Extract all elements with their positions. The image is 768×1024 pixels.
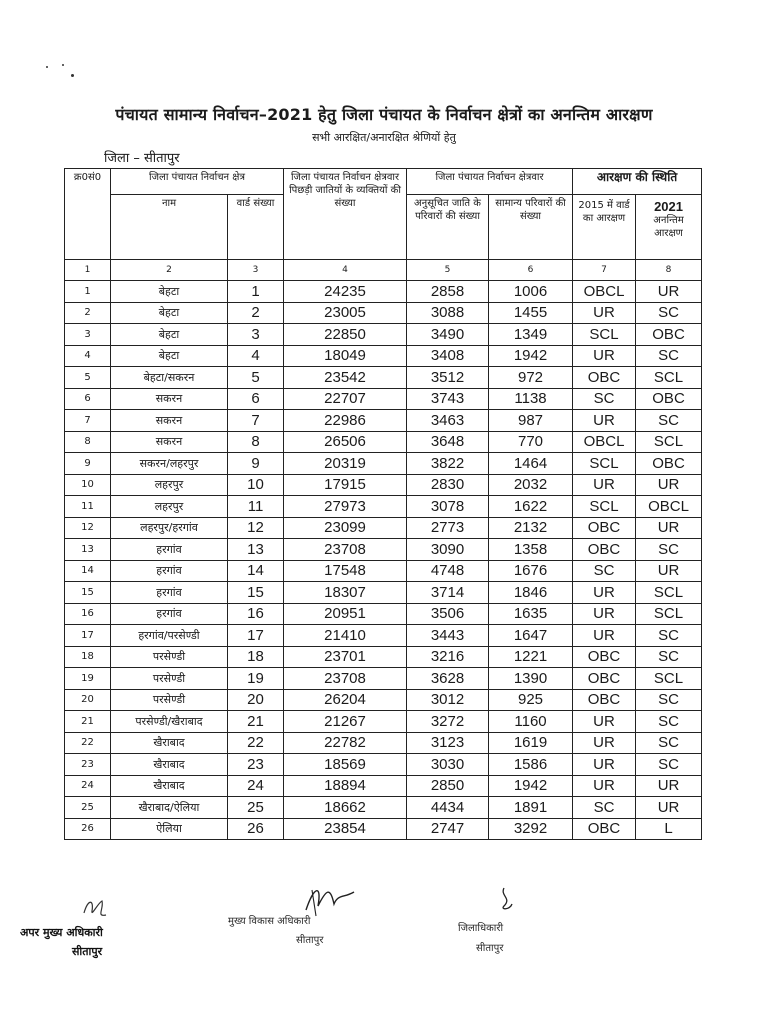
cell-ward-no: 12 <box>228 517 284 539</box>
table-row <box>65 453 702 475</box>
cell-obc-persons: 22986 <box>284 410 407 432</box>
cell-res-2015: UR <box>573 775 636 797</box>
cell-total-households: 1006 <box>489 281 573 303</box>
cell-res-2015: UR <box>573 474 636 496</box>
table-row <box>65 732 702 754</box>
cell-name: हरगांव <box>111 560 228 582</box>
cell-ward-no: 5 <box>228 367 284 389</box>
cell-total-households: 1942 <box>489 345 573 367</box>
cell-name: परसेण्डी/खैराबाद <box>111 711 228 733</box>
cell-serial: 8 <box>65 431 111 453</box>
signatory-middle-place: सीतापुर <box>296 935 324 946</box>
table-row <box>65 582 702 604</box>
cell-sc-households: 3443 <box>407 625 489 647</box>
cell-res-2015: OBC <box>573 668 636 690</box>
cell-ward-no: 11 <box>228 496 284 518</box>
cell-res-2021: UR <box>636 517 702 539</box>
cell-obc-persons: 23005 <box>284 302 407 324</box>
table-row <box>65 410 702 432</box>
cell-name: खैराबाद <box>111 775 228 797</box>
cell-name: सकरन <box>111 388 228 410</box>
cell-sc-households: 2773 <box>407 517 489 539</box>
cell-ward-no: 21 <box>228 711 284 733</box>
cell-res-2021: UR <box>636 775 702 797</box>
cell-res-2021: OBC <box>636 388 702 410</box>
cell-ward-no: 15 <box>228 582 284 604</box>
cell-ward-no: 25 <box>228 797 284 819</box>
cell-res-2015: OBC <box>573 646 636 668</box>
column-number: 8 <box>636 260 702 281</box>
cell-serial: 2 <box>65 302 111 324</box>
cell-ward-no: 19 <box>228 668 284 690</box>
signature-mark-left <box>80 895 110 923</box>
cell-name: परसेण्डी <box>111 689 228 711</box>
cell-res-2015: SC <box>573 797 636 819</box>
cell-res-2015: SCL <box>573 496 636 518</box>
cell-name: ऐलिया <box>111 818 228 840</box>
cell-sc-households: 3463 <box>407 410 489 432</box>
cell-serial: 19 <box>65 668 111 690</box>
cell-ward-no: 23 <box>228 754 284 776</box>
document-title: पंचायत सामान्य निर्वाचन–2021 हेतु जिला पंचायत के निर्वाचन क्षेत्रों का अनन्तिम आरक्षण <box>115 105 653 124</box>
cell-sc-households: 3123 <box>407 732 489 754</box>
cell-res-2015: UR <box>573 732 636 754</box>
cell-ward-no: 22 <box>228 732 284 754</box>
cell-total-households: 1160 <box>489 711 573 733</box>
cell-res-2021: SCL <box>636 367 702 389</box>
cell-total-households: 2132 <box>489 517 573 539</box>
cell-res-2021: SC <box>636 345 702 367</box>
cell-name: परसेण्डी <box>111 668 228 690</box>
cell-total-households: 1942 <box>489 775 573 797</box>
cell-serial: 23 <box>65 754 111 776</box>
cell-total-households: 1635 <box>489 603 573 625</box>
cell-name: बेहटा <box>111 345 228 367</box>
signatory-left-place: सीतापुर <box>72 945 103 958</box>
scan-speck <box>71 74 74 77</box>
signatory-right-place: सीतापुर <box>476 943 504 954</box>
cell-sc-households: 3648 <box>407 431 489 453</box>
cell-name: लहरपुर/हरगांव <box>111 517 228 539</box>
cell-sc-households: 3743 <box>407 388 489 410</box>
table-row <box>65 689 702 711</box>
cell-res-2015: OBC <box>573 689 636 711</box>
cell-total-households: 1846 <box>489 582 573 604</box>
cell-res-2015: OBCL <box>573 281 636 303</box>
column-number: 5 <box>407 260 489 281</box>
cell-ward-no: 10 <box>228 474 284 496</box>
cell-sc-households: 3090 <box>407 539 489 561</box>
cell-obc-persons: 18049 <box>284 345 407 367</box>
cell-res-2015: UR <box>573 302 636 324</box>
header-area-group: जिला पंचायत निर्वाचन क्षेत्र <box>111 169 284 195</box>
cell-sc-households: 3012 <box>407 689 489 711</box>
cell-ward-no: 20 <box>228 689 284 711</box>
cell-res-2021: OBC <box>636 453 702 475</box>
cell-total-households: 3292 <box>489 818 573 840</box>
cell-res-2015: OBC <box>573 517 636 539</box>
table-row <box>65 474 702 496</box>
header-reservation-group: आरक्षण की स्थिति <box>573 169 702 195</box>
cell-res-2021: UR <box>636 797 702 819</box>
column-number: 4 <box>284 260 407 281</box>
cell-sc-households: 3030 <box>407 754 489 776</box>
cell-res-2021: UR <box>636 474 702 496</box>
header-res-2015: 2015 में वार्ड का आरक्षण <box>573 195 636 260</box>
cell-name: खैराबाद <box>111 754 228 776</box>
scan-speck <box>46 66 48 68</box>
cell-res-2021: SC <box>636 539 702 561</box>
cell-res-2021: SC <box>636 689 702 711</box>
table-row <box>65 388 702 410</box>
cell-serial: 17 <box>65 625 111 647</box>
cell-sc-households: 2830 <box>407 474 489 496</box>
cell-serial: 18 <box>65 646 111 668</box>
column-number: 2 <box>111 260 228 281</box>
cell-name: खैराबाद <box>111 732 228 754</box>
cell-obc-persons: 18569 <box>284 754 407 776</box>
cell-res-2021: SC <box>636 754 702 776</box>
cell-obc-persons: 20951 <box>284 603 407 625</box>
cell-obc-persons: 23708 <box>284 668 407 690</box>
cell-name: लहरपुर <box>111 496 228 518</box>
cell-res-2021: SC <box>636 410 702 432</box>
cell-sc-households: 3506 <box>407 603 489 625</box>
cell-serial: 4 <box>65 345 111 367</box>
table-row <box>65 539 702 561</box>
cell-res-2015: SCL <box>573 324 636 346</box>
cell-serial: 15 <box>65 582 111 604</box>
table-row <box>65 797 702 819</box>
table-row <box>65 431 702 453</box>
cell-res-2021: SCL <box>636 603 702 625</box>
cell-res-2015: UR <box>573 345 636 367</box>
table-row <box>65 517 702 539</box>
column-number: 3 <box>228 260 284 281</box>
cell-name: हरगांव <box>111 603 228 625</box>
cell-ward-no: 9 <box>228 453 284 475</box>
cell-total-households: 972 <box>489 367 573 389</box>
cell-serial: 12 <box>65 517 111 539</box>
cell-serial: 26 <box>65 818 111 840</box>
cell-res-2015: UR <box>573 711 636 733</box>
cell-res-2015: UR <box>573 603 636 625</box>
signatory-right-title: जिलाधिकारी <box>458 923 504 934</box>
cell-res-2015: OBC <box>573 367 636 389</box>
cell-total-households: 1221 <box>489 646 573 668</box>
cell-ward-no: 2 <box>228 302 284 324</box>
header-household-group: जिला पंचायत निर्वाचन क्षेत्रवार <box>407 169 573 195</box>
cell-obc-persons: 27973 <box>284 496 407 518</box>
table-row <box>65 302 702 324</box>
table-row <box>65 367 702 389</box>
cell-serial: 16 <box>65 603 111 625</box>
header-res-2021-label: अनन्तिम आरक्षण <box>653 215 684 239</box>
document-subtitle: सभी आरक्षित/अनारक्षित श्रेणियों हेतु <box>312 131 456 144</box>
cell-sc-households: 2858 <box>407 281 489 303</box>
header-total-households: सामान्य परिवारों की संख्या <box>489 195 573 260</box>
cell-ward-no: 6 <box>228 388 284 410</box>
cell-obc-persons: 17548 <box>284 560 407 582</box>
cell-name: सकरन <box>111 431 228 453</box>
header-res-2021 <box>636 195 702 260</box>
cell-name: परसेण्डी <box>111 646 228 668</box>
cell-res-2015: UR <box>573 410 636 432</box>
cell-ward-no: 7 <box>228 410 284 432</box>
cell-serial: 14 <box>65 560 111 582</box>
column-number: 6 <box>489 260 573 281</box>
cell-serial: 9 <box>65 453 111 475</box>
column-number-row <box>65 260 702 281</box>
cell-name: सकरन/लहरपुर <box>111 453 228 475</box>
cell-serial: 5 <box>65 367 111 389</box>
cell-res-2015: OBCL <box>573 431 636 453</box>
table-body <box>65 281 702 840</box>
table-row <box>65 603 702 625</box>
cell-name: खैराबाद/ऐलिया <box>111 797 228 819</box>
cell-res-2015: UR <box>573 754 636 776</box>
cell-res-2021: SC <box>636 732 702 754</box>
cell-total-households: 1676 <box>489 560 573 582</box>
cell-sc-households: 3822 <box>407 453 489 475</box>
cell-serial: 6 <box>65 388 111 410</box>
cell-serial: 21 <box>65 711 111 733</box>
cell-name: हरगांव/परसेण्डी <box>111 625 228 647</box>
cell-ward-no: 17 <box>228 625 284 647</box>
signatory-left-title: अपर मुख्य अधिकारी <box>20 926 103 939</box>
table-row <box>65 754 702 776</box>
cell-ward-no: 16 <box>228 603 284 625</box>
cell-serial: 25 <box>65 797 111 819</box>
cell-sc-households: 3088 <box>407 302 489 324</box>
cell-total-households: 987 <box>489 410 573 432</box>
cell-res-2021: OBCL <box>636 496 702 518</box>
cell-obc-persons: 21410 <box>284 625 407 647</box>
cell-res-2021: UR <box>636 281 702 303</box>
cell-total-households: 1464 <box>489 453 573 475</box>
cell-obc-persons: 23854 <box>284 818 407 840</box>
cell-sc-households: 4434 <box>407 797 489 819</box>
header-sc-households: अनुसूचित जाति के परिवारों की संख्या <box>407 195 489 260</box>
cell-ward-no: 3 <box>228 324 284 346</box>
cell-name: लहरपुर <box>111 474 228 496</box>
cell-obc-persons: 22850 <box>284 324 407 346</box>
table-row <box>65 818 702 840</box>
header-obc-persons: जिला पंचायत निर्वाचन क्षेत्रवार पिछड़ी जातियों के व्यक्तियों की संख्या <box>284 169 407 260</box>
cell-res-2021: L <box>636 818 702 840</box>
cell-total-households: 1138 <box>489 388 573 410</box>
cell-obc-persons: 22707 <box>284 388 407 410</box>
cell-ward-no: 13 <box>228 539 284 561</box>
cell-obc-persons: 23708 <box>284 539 407 561</box>
cell-sc-households: 3628 <box>407 668 489 690</box>
cell-res-2015: UR <box>573 582 636 604</box>
cell-serial: 22 <box>65 732 111 754</box>
cell-res-2021: SC <box>636 646 702 668</box>
table-row <box>65 625 702 647</box>
cell-sc-households: 3408 <box>407 345 489 367</box>
scan-speck <box>62 64 64 66</box>
cell-res-2021: OBC <box>636 324 702 346</box>
cell-total-households: 1622 <box>489 496 573 518</box>
cell-res-2015: SC <box>573 560 636 582</box>
table-row <box>65 496 702 518</box>
cell-total-households: 1647 <box>489 625 573 647</box>
cell-total-households: 1455 <box>489 302 573 324</box>
cell-sc-households: 3078 <box>407 496 489 518</box>
header-name: नाम <box>111 195 228 260</box>
table-row <box>65 775 702 797</box>
cell-ward-no: 14 <box>228 560 284 582</box>
cell-sc-households: 3216 <box>407 646 489 668</box>
cell-ward-no: 4 <box>228 345 284 367</box>
cell-serial: 20 <box>65 689 111 711</box>
table-row <box>65 281 702 303</box>
cell-obc-persons: 23701 <box>284 646 407 668</box>
cell-res-2021: SCL <box>636 668 702 690</box>
cell-name: हरगांव <box>111 539 228 561</box>
reservation-table <box>64 168 702 840</box>
cell-name: बेहटा <box>111 324 228 346</box>
cell-name: बेहटा <box>111 302 228 324</box>
cell-sc-households: 3490 <box>407 324 489 346</box>
cell-serial: 1 <box>65 281 111 303</box>
table-row <box>65 668 702 690</box>
cell-res-2021: SC <box>636 625 702 647</box>
column-number: 7 <box>573 260 636 281</box>
cell-serial: 11 <box>65 496 111 518</box>
cell-res-2021: SCL <box>636 582 702 604</box>
cell-ward-no: 1 <box>228 281 284 303</box>
cell-res-2015: SCL <box>573 453 636 475</box>
cell-sc-households: 2747 <box>407 818 489 840</box>
column-number: 1 <box>65 260 111 281</box>
cell-serial: 24 <box>65 775 111 797</box>
district-label: जिला – सीतापुर <box>104 151 180 166</box>
cell-obc-persons: 23542 <box>284 367 407 389</box>
cell-total-households: 1619 <box>489 732 573 754</box>
header-res-2021-year: 2021 <box>654 199 683 214</box>
table-row <box>65 324 702 346</box>
header-serial: क्र0सं0 <box>65 169 111 260</box>
cell-res-2015: OBC <box>573 818 636 840</box>
cell-serial: 10 <box>65 474 111 496</box>
table-row <box>65 560 702 582</box>
cell-name: सकरन <box>111 410 228 432</box>
cell-serial: 7 <box>65 410 111 432</box>
cell-obc-persons: 20319 <box>284 453 407 475</box>
cell-serial: 13 <box>65 539 111 561</box>
cell-res-2021: SC <box>636 302 702 324</box>
cell-res-2021: UR <box>636 560 702 582</box>
cell-obc-persons: 26506 <box>284 431 407 453</box>
cell-sc-households: 3714 <box>407 582 489 604</box>
cell-name: बेहटा/सकरन <box>111 367 228 389</box>
cell-total-households: 2032 <box>489 474 573 496</box>
table-row <box>65 646 702 668</box>
cell-ward-no: 18 <box>228 646 284 668</box>
cell-ward-no: 8 <box>228 431 284 453</box>
cell-obc-persons: 21267 <box>284 711 407 733</box>
cell-res-2021: SC <box>636 711 702 733</box>
cell-sc-households: 4748 <box>407 560 489 582</box>
cell-obc-persons: 26204 <box>284 689 407 711</box>
cell-res-2015: SC <box>573 388 636 410</box>
cell-name: हरगांव <box>111 582 228 604</box>
cell-res-2021: SCL <box>636 431 702 453</box>
table-row <box>65 345 702 367</box>
cell-total-households: 925 <box>489 689 573 711</box>
cell-total-households: 1586 <box>489 754 573 776</box>
cell-obc-persons: 18662 <box>284 797 407 819</box>
cell-total-households: 1390 <box>489 668 573 690</box>
cell-serial: 3 <box>65 324 111 346</box>
signature-mark-right <box>490 884 520 914</box>
cell-obc-persons: 22782 <box>284 732 407 754</box>
cell-obc-persons: 17915 <box>284 474 407 496</box>
cell-sc-households: 3272 <box>407 711 489 733</box>
table-row <box>65 711 702 733</box>
cell-total-households: 1358 <box>489 539 573 561</box>
signatory-middle-title: मुख्य विकास अधिकारी <box>228 916 311 927</box>
cell-obc-persons: 23099 <box>284 517 407 539</box>
cell-ward-no: 24 <box>228 775 284 797</box>
cell-obc-persons: 18894 <box>284 775 407 797</box>
cell-name: बेहटा <box>111 281 228 303</box>
cell-res-2015: OBC <box>573 539 636 561</box>
cell-ward-no: 26 <box>228 818 284 840</box>
cell-res-2015: UR <box>573 625 636 647</box>
cell-obc-persons: 18307 <box>284 582 407 604</box>
cell-total-households: 1891 <box>489 797 573 819</box>
header-ward-no: वार्ड संख्या <box>228 195 284 260</box>
cell-sc-households: 3512 <box>407 367 489 389</box>
cell-sc-households: 2850 <box>407 775 489 797</box>
cell-obc-persons: 24235 <box>284 281 407 303</box>
cell-total-households: 770 <box>489 431 573 453</box>
cell-total-households: 1349 <box>489 324 573 346</box>
